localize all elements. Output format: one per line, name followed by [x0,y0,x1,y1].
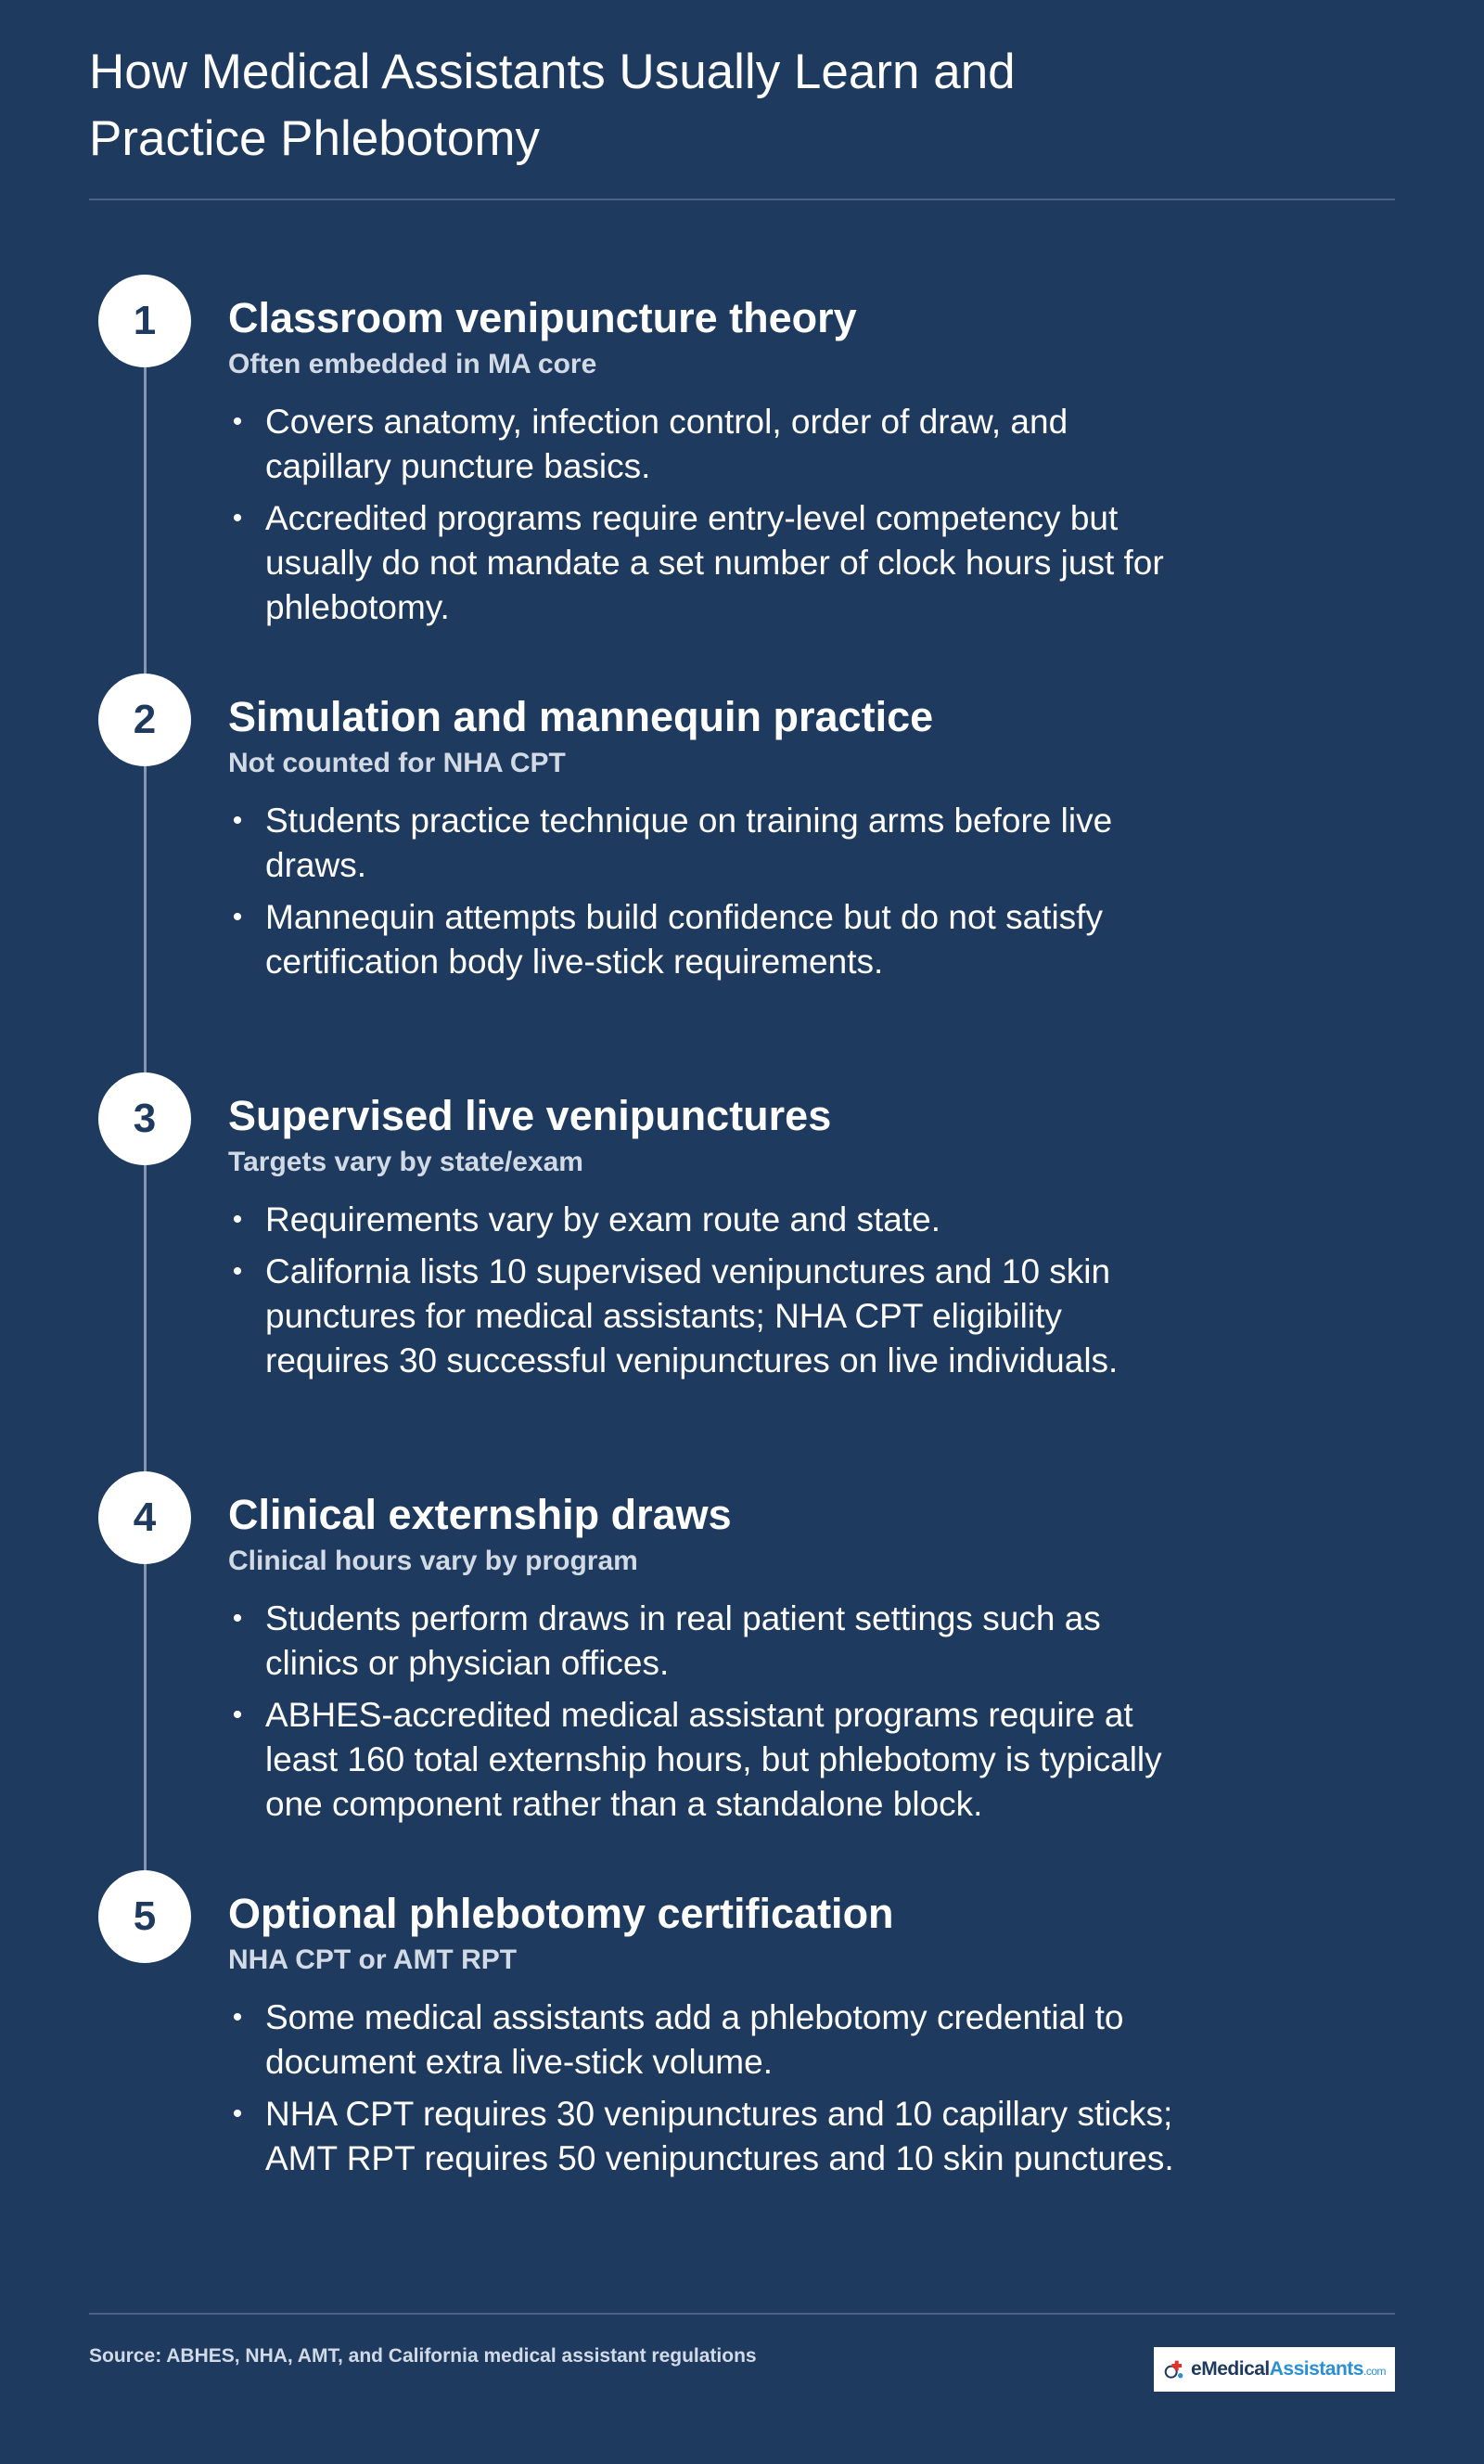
step-content [228,1487,1174,1834]
step-number-circle: 4 [98,1471,191,1564]
bullet-dot-icon: • [232,1603,243,1634]
step-subtitle: Clinical hours vary by program [228,1546,638,1576]
bullet-text: Mannequin attempts build confidence but do not satisfy certification body live-stick requirements. [265,898,1103,981]
footer-divider [89,2313,1395,2315]
step-bullet-list [228,799,1174,984]
bullet-dot-icon: • [232,1700,243,1730]
medical-cross-logo-icon [1163,2353,1185,2386]
step-subtitle: Targets vary by state/exam [228,1147,583,1177]
bullet-dot-icon: • [232,2098,243,2129]
step-title: Optional phlebotomy certification [228,1890,894,1937]
source-note: Source: ABHES, NHA, AMT, and California medical assistant regulations [89,2345,757,2367]
step-bullet-list [228,1597,1174,1827]
step-bullet-list [228,1996,1174,2181]
bullet-item [228,2092,1174,2181]
bullet-dot-icon: • [232,2002,243,2033]
bullet-text: California lists 10 supervised venipunctures and 10 skin punctures for medical assistants; NHA CPT eligibility requires 30 successful venipunctures on live individuals. [265,1252,1119,1380]
step-content [228,290,1174,637]
logo-text-medical: Medical [1201,2358,1270,2380]
step-content [228,689,1174,992]
step-title: Classroom venipuncture theory [228,294,857,341]
step-subtitle: Often embedded in MA core [228,349,597,379]
step-title: Supervised live venipunctures [228,1092,832,1139]
step-number-circle: 2 [98,674,191,766]
bullet-dot-icon: • [232,503,243,533]
bullet-text: Students perform draws in real patient settings such as clinics or physician offices. [265,1599,1101,1682]
step-content [228,1088,1174,1391]
step-number-circle: 3 [98,1072,191,1165]
logo-wordmark [1191,2358,1386,2381]
bullet-dot-icon: • [232,902,243,932]
bullet-text: Requirements vary by exam route and state. [265,1200,941,1238]
bullet-text: Accredited programs require entry-level competency but usually do not mandate a set number of clock hours just for phlebotomy. [265,499,1164,626]
page-title: How Medical Assistants Usually Learn and Practice Phlebotomy [89,45,1016,166]
bullet-text: Covers anatomy, infection control, order of draw, and capillary puncture basics. [265,403,1068,485]
bullet-text: Students practice technique on training arms before live draws. [265,802,1113,884]
bullet-item [228,799,1174,888]
bullet-text: NHA CPT requires 30 venipunctures and 10 capillary sticks; AMT RPT requires 50 venipunctures and 10 skin punctures. [265,2095,1174,2177]
bullet-item [228,400,1174,489]
step-subtitle: Not counted for NHA CPT [228,748,566,778]
logo-text-com: .com [1362,2365,1386,2378]
step-content [228,1886,1174,2188]
bullet-dot-icon: • [232,1256,243,1287]
bullet-dot-icon: • [232,1204,243,1235]
bullet-item [228,496,1174,630]
logo-text-e: e [1191,2358,1202,2380]
bullet-text: ABHES-accredited medical assistant programs require at least 160 total externship hours, but phlebotomy is typically one component rather than a standalone block. [265,1696,1162,1823]
step-bullet-list [228,1198,1174,1383]
step-title: Simulation and mannequin practice [228,693,934,740]
bullet-text: Some medical assistants add a phlebotomy credential to document extra live-stick volume. [265,1998,1124,2081]
bullet-item [228,1250,1174,1383]
bullet-dot-icon: • [232,406,243,437]
title-divider [89,199,1395,200]
step-number-circle: 5 [98,1870,191,1963]
brand-logo[interactable] [1154,2347,1395,2392]
step-number-circle: 1 [98,275,191,367]
bullet-item [228,1693,1174,1827]
step-title: Clinical externship draws [228,1491,732,1538]
logo-text-assistants: Assistants [1269,2358,1363,2380]
bullet-dot-icon: • [232,805,243,836]
bullet-item [228,1996,1174,2085]
step-subtitle: NHA CPT or AMT RPT [228,1944,518,1975]
bullet-item [228,1198,1174,1242]
step-bullet-list [228,400,1174,630]
bullet-item [228,1597,1174,1686]
bullet-item [228,895,1174,984]
